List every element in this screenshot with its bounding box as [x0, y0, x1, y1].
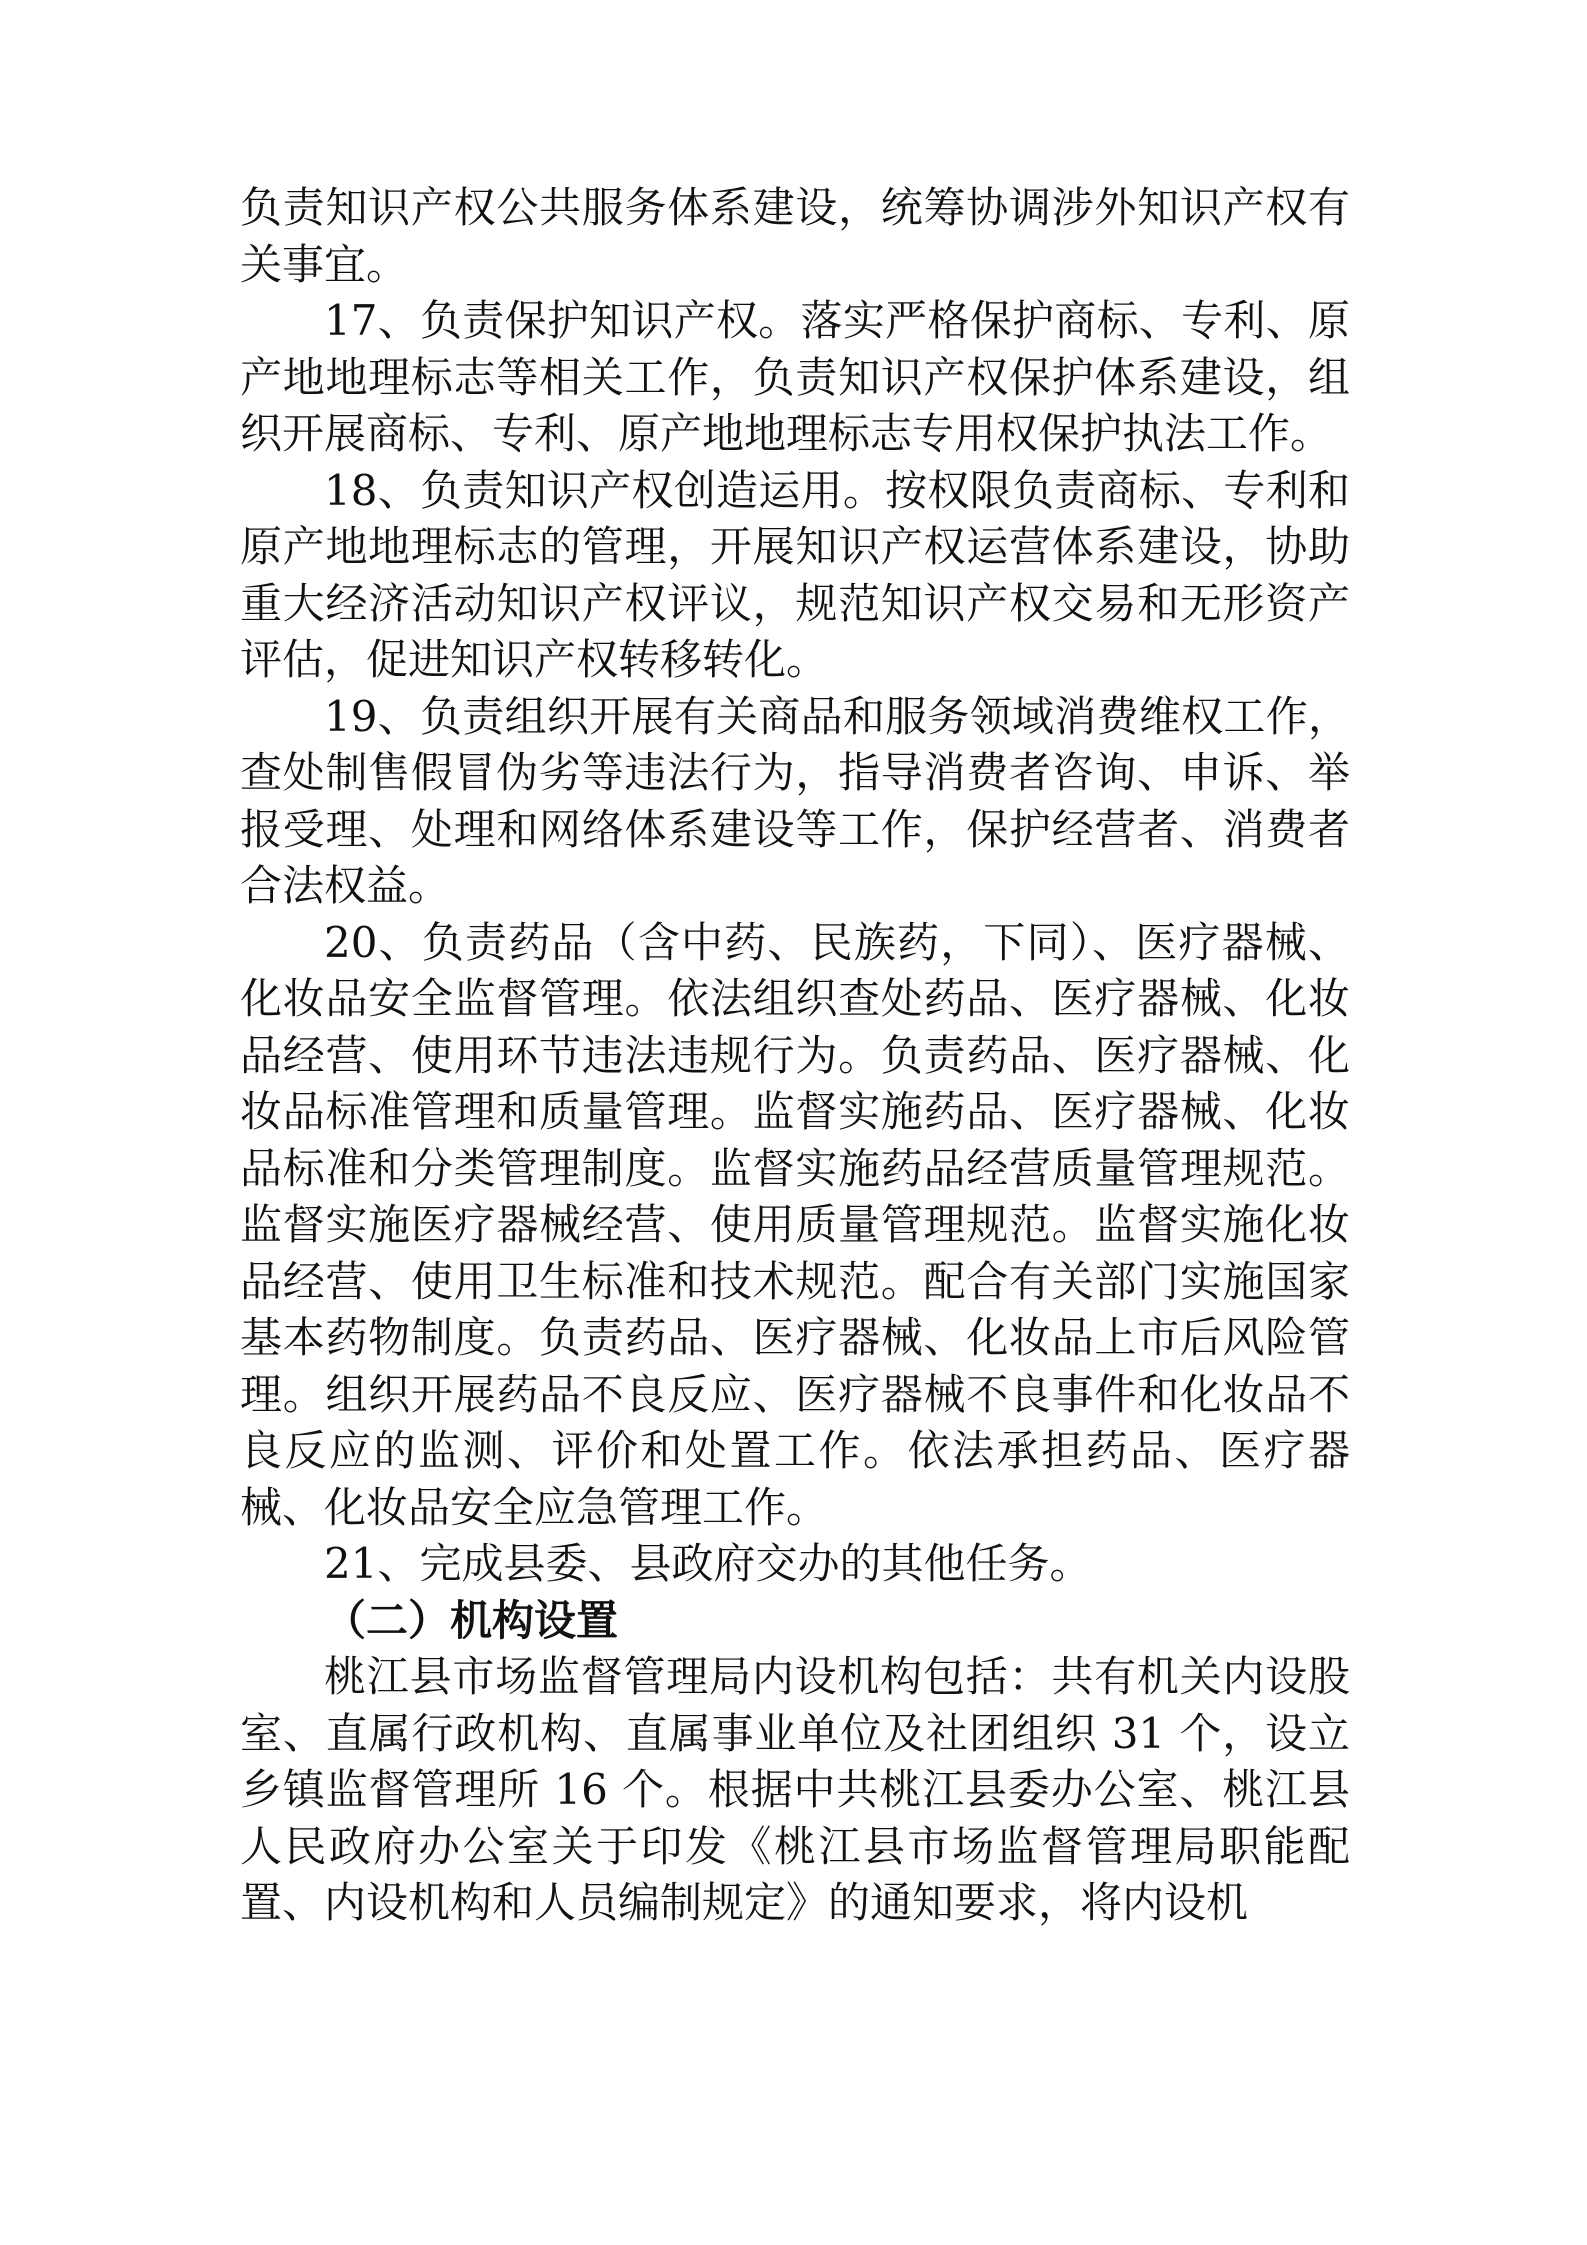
paragraph-item-17: 17、负责保护知识产权。落实严格保护商标、专利、原产地地理标志等相关工作，负责知识产权保护体系建设，组织开展商标、专利、原产地地理标志专用权保护执法工作。: [240, 296, 1350, 458]
section-body-paragraph: 桃江县市场监督管理局内设机构包括：共有机关内设股室、直属行政机构、直属事业单位及社团组织 31 个，设立乡镇监督管理所 16 个。根据中共桃江县委办公室、桃江县人民政府办公室关于印发《桃江县市场监督管理局职能配置、内设机构和人员编制规定》的通知要求，将内设机: [240, 1652, 1350, 1927]
paragraph-item-19: 19、负责组织开展有关商品和服务领域消费维权工作，查处制售假冒伪劣等违法行为，指导消费者咨询、申诉、举报受理、处理和网络体系建设等工作，保护经营者、消费者合法权益。: [240, 691, 1350, 910]
paragraph-continuation: 负责知识产权公共服务体系建设，统筹协调涉外知识产权有关事宜。: [240, 183, 1350, 289]
paragraph-item-21: 21、完成县委、县政府交办的其他任务。: [324, 1539, 1092, 1588]
section-heading: （二）机构设置: [324, 1595, 619, 1645]
document-page: [240, 180, 1350, 1932]
paragraph-item-20: 20、负责药品（含中药、民族药，下同）、医疗器械、化妆品安全监督管理。依法组织查处药品、医疗器械、化妆品经营、使用环节违法违规行为。负责药品、医疗器械、化妆品标准管理和质量管理。监督实施药品、医疗器械、化妆品标准和分类管理制度。监督实施药品经营质量管理规范。监督实施医疗器械经营、使用质量管理规范。监督实施化妆品经营、使用卫生标准和技术规范。配合有关部门实施国家基本药物制度。负责药品、医疗器械、化妆品上市后风险管理。组织开展药品不良反应、医疗器械不良事件和化妆品不良反应的监测、评价和处置工作。依法承担药品、医疗器械、化妆品安全应急管理工作。: [240, 917, 1350, 1532]
paragraph-item-18: 18、负责知识产权创造运用。按权限负责商标、专利和原产地地理标志的管理，开展知识产权运营体系建设，协助重大经济活动知识产权评议，规范知识产权交易和无形资产评估，促进知识产权转移转化。: [240, 465, 1350, 684]
